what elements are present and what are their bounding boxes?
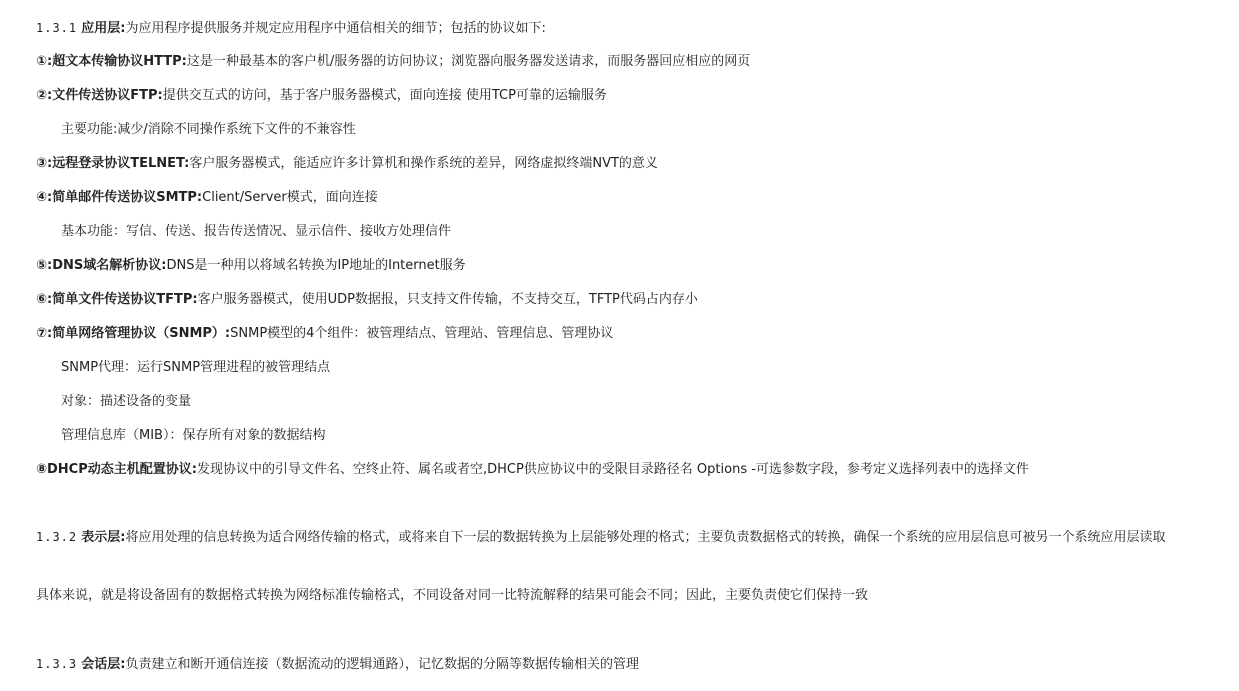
item-marker: ⑥: [36,292,53,307]
section-1-3-1-heading [36,19,546,38]
protocol-description: 发现协议中的引导文件名、空终止符、属名或者空,DHCP供应协议中的受限目录路径名 Options -可选参数字段，参考定义选择列表中的选择文件 [196,462,1029,477]
item-marker: ④: [36,190,53,205]
protocol-item-snmp [36,325,613,343]
protocol-description: DNS是一种用以将域名转换为IP地址的Internet服务 [166,258,466,273]
protocol-description: 这是一种最基本的客户机/服务器的访问协议；浏览器向服务器发送请求，而服务器回应相应的网页 [186,54,751,69]
protocol-description: SNMP模型的4个组件：被管理结点、管理站、管理信息、管理协议 [230,326,614,341]
snmp-object-note: 对象：描述设备的变量 [61,394,192,409]
protocol-item-tftp [36,291,698,309]
protocol-name: 简单网络管理协议（SNMP）: [52,326,231,341]
item-marker: ⑦: [36,326,53,341]
section-number: 1.3.1 [36,21,78,35]
snmp-agent-note: SNMP代理：运行SNMP管理进程的被管理结点 [61,360,331,375]
protocol-name: 超文本传输协议HTTP: [52,54,187,69]
section-1-3-3-heading [36,655,639,674]
section-description: 负责建立和断开通信连接（数据流动的逻辑通路），记忆数据的分隔等数据传输相关的管理 [125,657,639,672]
protocol-description: 提供交互式的访问，基于客户服务器模式，面向连接 使用TCP可靠的运输服务 [162,88,607,103]
section-description: 为应用程序提供服务并规定应用程序中通信相关的细节；包括的协议如下: [125,21,546,36]
smtp-function-note: 基本功能：写信、传送、报告传送情况、显示信件、接收方处理信件 [61,224,452,239]
ftp-function-note: 主要功能:减少/消除不同操作系统下文件的不兼容性 [61,122,356,137]
section-title: 会话层: [81,657,126,672]
protocol-item-http [36,53,750,71]
section-number: 1.3.3 [36,657,78,671]
protocol-description: Client/Server模式，面向连接 [202,190,378,205]
protocol-name: 远程登录协议TELNET: [52,156,190,171]
item-marker: ⑤: [36,258,53,273]
section-number: 1.3.2 [36,530,78,544]
protocol-item-ftp [36,87,607,105]
section-title: 应用层: [81,21,126,36]
protocol-description: 客户服务器模式，能适应许多计算机和操作系统的差异，网络虚拟终端NVT的意义 [189,156,658,171]
protocol-name: DNS域名解析协议: [52,258,167,273]
protocol-name: 简单邮件传送协议SMTP: [52,190,203,205]
item-marker: ①: [36,54,53,69]
section-1-3-2-heading [36,525,1206,550]
item-marker: ⑧ [36,462,48,477]
protocol-item-telnet [36,155,658,173]
item-marker: ③: [36,156,53,171]
protocol-name: 文件传送协议FTP: [52,88,163,103]
protocol-item-smtp [36,189,378,207]
protocol-name: DHCP动态主机配置协议: [47,462,197,477]
protocol-item-dhcp [36,461,1029,479]
section-title: 表示层: [81,530,126,545]
snmp-mib-note: 管理信息库（MIB）：保存所有对象的数据结构 [61,428,326,443]
section-1-3-2-paragraph: 具体来说，就是将设备固有的数据格式转换为网络标准传输格式，不同设备对同一比特流解释的结果可能会不同；因此，主要负责使它们保持一致 [36,588,869,603]
section-description: 将应用处理的信息转换为适合网络传输的格式，或将来自下一层的数据转换为上层能够处理的格式；主要负责数据格式的转换，确保一个系统的应用层信息可被另一个系统应用层读取 [125,530,1166,545]
item-marker: ②: [36,88,53,103]
protocol-name: 简单文件传送协议TFTP: [52,292,198,307]
protocol-item-dns [36,257,466,275]
protocol-description: 客户服务器模式，使用UDP数据报，只支持文件传输，不支持交互，TFTP代码占内存小 [197,292,698,307]
